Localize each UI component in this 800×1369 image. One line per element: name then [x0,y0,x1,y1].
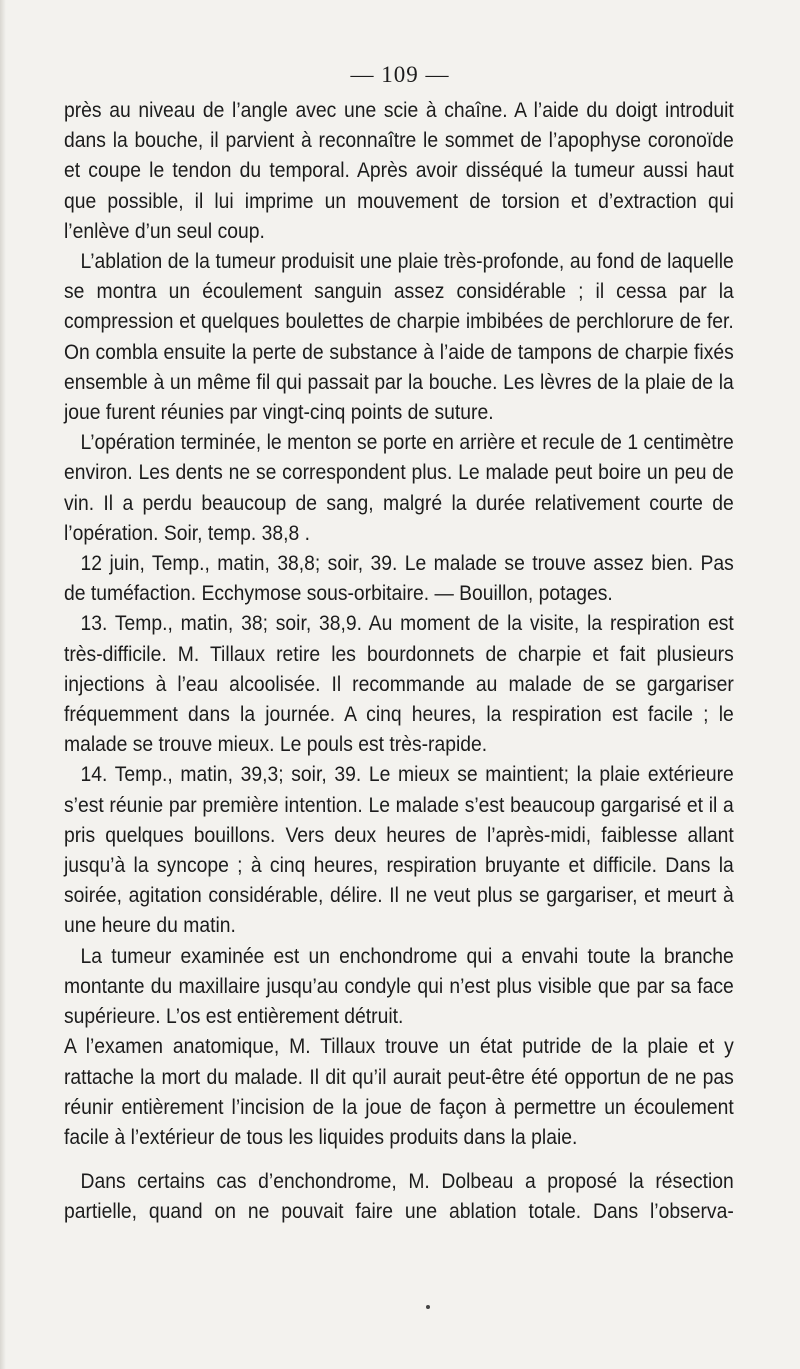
ink-speck [426,1305,430,1309]
page-number: — 109 — [350,62,450,87]
paragraph-day-13: 13. Temp., matin, 38; soir, 38,9. Au moment de la visite, la respiration est très-difficile. M. Tillaux retire les bourdonnets de charpie et fait plusieurs injections à l’eau alcoolisée. Il recommande au malade de se gargariser fréquemment dans la journée. A cinq heures, la respiration est facile ; le malade se trouve mieux. Le pouls est très-rapide. [64,612,734,757]
paragraph-ablation: L’ablation de la tumeur produisit une plaie très-profonde, au fond de laquelle se montra un écoulement sanguin assez considérable ; il cessa par la compression et quelques boulettes de charpie imbibées de perchlorure de fer. On combla ensuite la perte de substance à l’aide de tampons de charpie fixés ensemble à un même fil qui passait par la bouche. Les lèvres de la plaie de la joue furent réunies par vingt-cinq points de suture. [64,250,734,425]
paragraph-operation-continued: près au niveau de l’angle avec une scie à chaîne. A l’aide du doigt introduit dans la bouche, il parvient à reconnaître le sommet de l’apophyse coronoïde et coupe le tendon du temporal. Après avoir disséqué la tumeur aussi haut que possible, il lui imprime un mouvement de torsion et d’extraction qui l’enlève d’un seul coup. [64,99,734,243]
paragraph-tumor-exam: La tumeur examinée est un enchondrome qui a envahi toute la branche montante du maxillaire jusqu’au condyle qui n’est plus visible que par sa face supérieure. L’os est entièrement détruit. [64,944,734,1029]
body-text [64,96,734,1228]
paragraph-dolbeau: Dans certains cas d’enchondrome, M. Dolbeau a proposé la résection partielle, quand on ne pouvait faire une ablation totale. Dans l’observa- [64,1170,734,1224]
page-edge-shadow [0,0,6,1369]
paragraph-june-12: 12 juin, Temp., matin, 38,8; soir, 39. Le malade se trouve assez bien. Pas de tuméfaction. Ecchymose sous-orbitaire. — Bouillon, potages. [64,552,734,606]
paragraph-after-operation: L’opération terminée, le menton se porte en arrière et recule de 1 centimètre environ. Les dents ne se correspondent plus. Le malade peut boire un peu de vin. Il a perdu beaucoup de sang, malgré la durée relativement courte de l’opération. Soir, temp. 38,8 . [64,431,734,545]
paragraph-anatomic-exam: A l’examen anatomique, M. Tillaux trouve un état putride de la plaie et y rattache la mort du malade. Il dit qu’il aurait peut-être été opportun de ne pas réunir entièrement l’incision de la joue de façon à permettre un écoulement facile à l’extérieur de tous les liquides produits dans la plaie. [64,1035,734,1149]
paragraph-day-14: 14. Temp., matin, 39,3; soir, 39. Le mieux se maintient; la plaie extérieure s’est réunie par première intention. Le malade s’est beaucoup gargarisé et il a pris quelques bouillons. Vers deux heures de l’après-midi, faiblesse allant jusqu’à la syncope ; à cinq heures, respiration bruyante et difficile. Dans la soirée, agitation considérable, délire. Il ne veut plus se gargariser, et meurt à une heure du matin. [64,763,734,938]
